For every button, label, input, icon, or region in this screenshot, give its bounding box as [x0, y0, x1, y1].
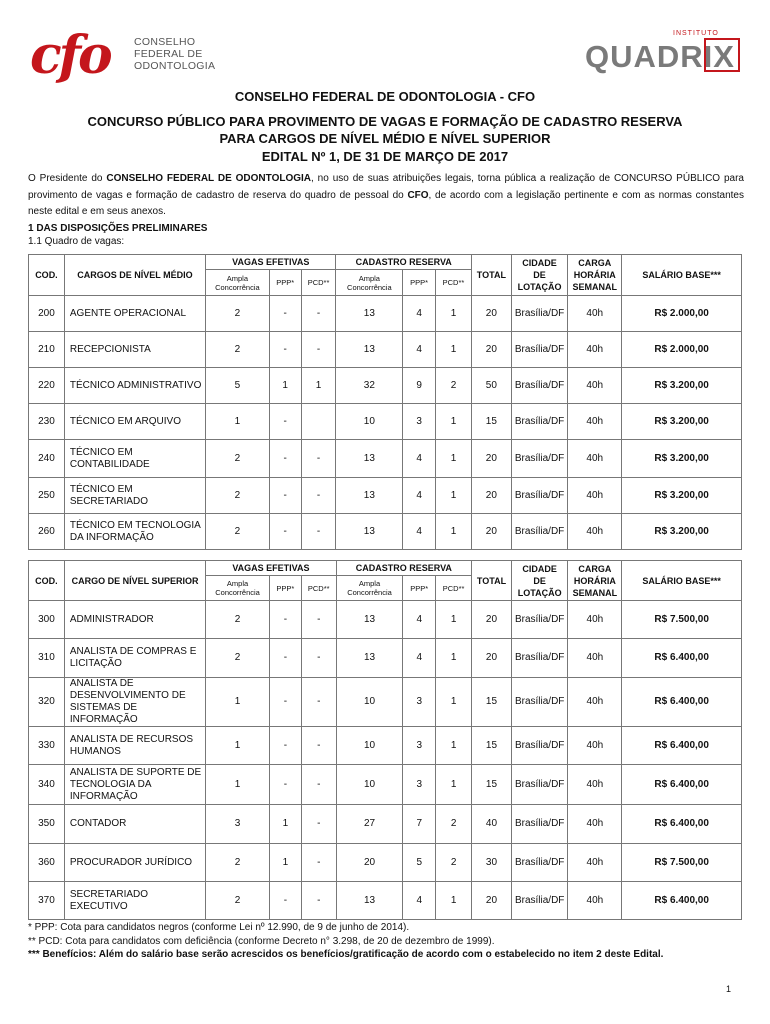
cell-cd: 1 [436, 514, 472, 550]
cell-cd: 2 [436, 844, 472, 882]
cell-va: 1 [206, 727, 270, 765]
cell-ca: 13 [336, 332, 403, 368]
table-nivel-medio [28, 254, 742, 550]
cell-total: 20 [471, 296, 511, 332]
cell-cargo: AGENTE OPERACIONAL [64, 296, 205, 332]
org-title: CONSELHO FEDERAL DE ODONTOLOGIA - CFO [234, 89, 536, 104]
cell-cod: 320 [29, 678, 65, 727]
header-carga: CARGA HORÁRIA SEMANAL [568, 255, 622, 296]
cell-cp: 4 [403, 882, 436, 920]
cell-cargo: TÉCNICO ADMINISTRATIVO [64, 368, 205, 404]
cell-cidade: Brasília/DF [511, 882, 567, 920]
cell-cod: 310 [29, 639, 65, 678]
table-row [29, 601, 742, 639]
cell-cargo: CONTADOR [64, 805, 205, 844]
header-cod: COD. [29, 561, 65, 601]
cell-total: 20 [472, 882, 512, 920]
cell-vd: - [301, 805, 336, 844]
cell-vp: - [269, 404, 301, 440]
header-pcd: PCD** [436, 576, 472, 601]
header-ampla: Ampla Concorrência [336, 576, 403, 601]
cell-carga: 40h [568, 440, 622, 478]
cell-carga: 40h [568, 296, 622, 332]
cell-vd: - [301, 639, 336, 678]
cell-cp: 4 [403, 296, 436, 332]
cell-vp: 1 [269, 805, 301, 844]
cell-cd: 1 [436, 440, 472, 478]
cell-va: 3 [206, 805, 270, 844]
cell-ca: 13 [336, 440, 403, 478]
cell-salario: R$ 2.000,00 [622, 332, 742, 368]
cell-cargo: TÉCNICO EM CONTABILIDADE [64, 440, 205, 478]
cell-cidade: Brasília/DF [511, 368, 567, 404]
cell-ca: 10 [336, 727, 403, 765]
cell-salario: R$ 3.200,00 [622, 478, 742, 514]
table-nivel-superior [28, 560, 742, 920]
cell-cp: 4 [403, 332, 436, 368]
table-row [29, 727, 742, 765]
cell-total: 40 [472, 805, 512, 844]
cell-cargo: RECEPCIONISTA [64, 332, 205, 368]
cell-va: 2 [206, 844, 270, 882]
cell-total: 20 [471, 514, 511, 550]
cell-salario: R$ 6.400,00 [622, 639, 742, 678]
cell-carga: 40h [568, 639, 622, 678]
table-row [29, 332, 742, 368]
table-row [29, 639, 742, 678]
cell-carga: 40h [568, 478, 622, 514]
cell-total: 20 [472, 639, 512, 678]
cell-cp: 7 [403, 805, 436, 844]
cell-vp: - [269, 440, 301, 478]
table-row [29, 514, 742, 550]
header-ampla: Ampla Concorrência [206, 576, 270, 601]
cell-cod: 300 [29, 601, 65, 639]
cell-total: 15 [472, 678, 512, 727]
cell-vd: - [301, 601, 336, 639]
header-vagas: VAGAS EFETIVAS [206, 561, 336, 576]
header-ppp: PPP* [403, 576, 436, 601]
cell-cidade: Brasília/DF [511, 678, 567, 727]
cell-cd: 1 [436, 727, 472, 765]
cell-cargo: TÉCNICO EM SECRETARIADO [64, 478, 205, 514]
cell-total: 50 [471, 368, 511, 404]
cell-cp: 4 [403, 514, 436, 550]
cell-carga: 40h [568, 882, 622, 920]
cell-va: 1 [206, 678, 270, 727]
cell-ca: 10 [336, 404, 403, 440]
cell-cod: 210 [29, 332, 65, 368]
cell-cargo: ANALISTA DE COMPRAS E LICITAÇÃO [64, 639, 205, 678]
cell-ca: 13 [336, 478, 403, 514]
cell-cargo: ANALISTA DE DESENVOLVIMENTO DE SISTEMAS DE INFORMAÇÃO [64, 678, 205, 727]
cell-vd: - [301, 765, 336, 805]
cell-salario: R$ 6.400,00 [622, 882, 742, 920]
cell-cidade: Brasília/DF [511, 727, 567, 765]
header-pcd: PCD** [436, 270, 472, 296]
cell-cidade: Brasília/DF [511, 332, 567, 368]
cell-cargo: ADMINISTRADOR [64, 601, 205, 639]
cell-cd: 2 [436, 805, 472, 844]
cell-cod: 260 [29, 514, 65, 550]
cell-va: 2 [205, 296, 269, 332]
cell-vp: - [269, 332, 301, 368]
cell-cargo: PROCURADOR JURÍDICO [64, 844, 205, 882]
title-line-2: PARA CARGOS DE NÍVEL MÉDIO E NÍVEL SUPERIOR [219, 131, 551, 146]
cell-ca: 27 [336, 805, 403, 844]
header-ppp: PPP* [403, 270, 436, 296]
cell-cp: 4 [403, 639, 436, 678]
cell-cod: 330 [29, 727, 65, 765]
intro-paragraph: O Presidente do CONSELHO FEDERAL DE ODONTOLOGIA, no uso de suas atribuições legais, torna pública a realização de CONCURSO PÚBLICO para provimento de vagas e formação de cadastro de reserva do quadro de pessoal do CFO, de acordo com a legislação pertinente e com as normas constantes neste edital e em seus anexos. [28, 173, 744, 217]
cell-va: 2 [205, 514, 269, 550]
cell-cidade: Brasília/DF [511, 765, 567, 805]
cell-cidade: Brasília/DF [511, 478, 567, 514]
cell-total: 30 [472, 844, 512, 882]
header-total: TOTAL [472, 561, 512, 601]
cell-ca: 13 [336, 296, 403, 332]
cell-cp: 3 [403, 727, 436, 765]
cell-cd: 1 [436, 765, 472, 805]
header-ampla: Ampla Concorrência [205, 270, 269, 296]
cell-vp: - [269, 296, 301, 332]
cell-salario: R$ 3.200,00 [622, 514, 742, 550]
cell-salario: R$ 3.200,00 [622, 440, 742, 478]
table-row [29, 882, 742, 920]
cell-vp: - [269, 678, 301, 727]
cell-cargo: ANALISTA DE RECURSOS HUMANOS [64, 727, 205, 765]
footnote-beneficios: *** Benefícios: Além do salário base serão acrescidos os benefícios/gratificação de acordo com o estabelecido no item 2 deste Edital. [28, 949, 664, 960]
cell-va: 2 [205, 478, 269, 514]
header-row [29, 255, 742, 270]
quadrix-logo-small: INSTITUTO [673, 30, 719, 37]
cell-cp: 4 [403, 601, 436, 639]
footnote-pcd: ** PCD: Cota para candidatos com deficiência (conforme Decreto n° 3.298, de 20 de dezembro de 1999). [28, 936, 495, 947]
header-cidade: CIDADE DE LOTAÇÃO [511, 255, 567, 296]
cell-cp: 3 [403, 678, 436, 727]
cell-cidade: Brasília/DF [511, 296, 567, 332]
table-row [29, 404, 742, 440]
cell-vp: - [269, 601, 301, 639]
cell-carga: 40h [568, 332, 622, 368]
cell-vd: - [301, 296, 336, 332]
header-ampla: Ampla Concorrência [336, 270, 403, 296]
cell-cidade: Brasília/DF [511, 601, 567, 639]
cell-ca: 10 [336, 765, 403, 805]
header-pcd: PCD** [301, 270, 336, 296]
cell-cidade: Brasília/DF [511, 404, 567, 440]
cell-vp: 1 [269, 368, 301, 404]
cell-cd: 1 [436, 601, 472, 639]
cell-cd: 2 [436, 368, 472, 404]
cell-carga: 40h [568, 368, 622, 404]
cell-cp: 4 [403, 440, 436, 478]
medio-rows [29, 296, 742, 550]
cell-vp: - [269, 882, 301, 920]
cell-vp: - [269, 514, 301, 550]
cell-cidade: Brasília/DF [511, 514, 567, 550]
cell-ca: 13 [336, 601, 403, 639]
table-row [29, 678, 742, 727]
cell-total: 20 [471, 440, 511, 478]
cell-cargo: TÉCNICO EM TECNOLOGIA DA INFORMAÇÃO [64, 514, 205, 550]
cell-vd: - [301, 882, 336, 920]
cell-va: 2 [205, 440, 269, 478]
cell-cp: 3 [403, 404, 436, 440]
cell-salario: R$ 6.400,00 [622, 805, 742, 844]
cell-salario: R$ 3.200,00 [622, 368, 742, 404]
cell-vp: - [269, 639, 301, 678]
header-cadastro: CADASTRO RESERVA [336, 255, 471, 270]
cell-va: 2 [206, 601, 270, 639]
cell-carga: 40h [568, 805, 622, 844]
cell-vd [301, 404, 336, 440]
cell-salario: R$ 6.400,00 [622, 678, 742, 727]
cell-carga: 40h [568, 844, 622, 882]
cell-cidade: Brasília/DF [511, 805, 567, 844]
cell-salario: R$ 2.000,00 [622, 296, 742, 332]
cell-carga: 40h [568, 601, 622, 639]
cell-salario: R$ 6.400,00 [622, 765, 742, 805]
cell-cd: 1 [436, 478, 472, 514]
cfo-logo-text: CONSELHO FEDERAL DE ODONTOLOGIA [134, 36, 216, 72]
cell-carga: 40h [568, 727, 622, 765]
header-row [29, 561, 742, 576]
cell-vp: - [269, 727, 301, 765]
header-ppp: PPP* [269, 270, 301, 296]
cell-ca: 13 [336, 639, 403, 678]
header-ppp: PPP* [269, 576, 301, 601]
page-number: 1 [726, 984, 732, 994]
cell-vd: - [301, 440, 336, 478]
cell-salario: R$ 6.400,00 [622, 727, 742, 765]
cell-vd: - [301, 844, 336, 882]
cell-cd: 1 [436, 882, 472, 920]
header-carga: CARGA HORÁRIA SEMANAL [568, 561, 622, 601]
cell-cod: 220 [29, 368, 65, 404]
cell-cod: 250 [29, 478, 65, 514]
cell-total: 20 [471, 332, 511, 368]
header-cod: COD. [29, 255, 65, 296]
footnote-ppp: * PPP: Cota para candidatos negros (conforme Lei nº 12.990, de 9 de junho de 2014). [28, 922, 410, 933]
cell-cp: 4 [403, 478, 436, 514]
cell-cd: 1 [436, 332, 472, 368]
cell-cod: 230 [29, 404, 65, 440]
cell-va: 5 [205, 368, 269, 404]
header-vagas: VAGAS EFETIVAS [205, 255, 336, 270]
cell-vp: - [269, 765, 301, 805]
cfo-logo [30, 25, 230, 86]
cell-cargo: SECRETARIADO EXECUTIVO [64, 882, 205, 920]
cell-cd: 1 [436, 678, 472, 727]
cell-cod: 240 [29, 440, 65, 478]
cell-total: 15 [471, 404, 511, 440]
cell-va: 2 [205, 332, 269, 368]
cell-cidade: Brasília/DF [511, 844, 567, 882]
cell-carga: 40h [568, 404, 622, 440]
cell-total: 15 [472, 765, 512, 805]
cell-ca: 13 [336, 514, 403, 550]
header-cargo: CARGOS DE NÍVEL MÉDIO [64, 255, 205, 296]
table-row [29, 440, 742, 478]
title-line-3: EDITAL Nº 1, DE 31 DE MARÇO DE 2017 [261, 149, 509, 164]
cell-va: 1 [206, 765, 270, 805]
cell-cod: 350 [29, 805, 65, 844]
table-row [29, 368, 742, 404]
header-salario: SALÁRIO BASE*** [622, 561, 742, 601]
cell-cidade: Brasília/DF [511, 440, 567, 478]
header-cidade: CIDADE DE LOTAÇÃO [511, 561, 567, 601]
table-row [29, 844, 742, 882]
cell-cd: 1 [436, 296, 472, 332]
cell-vd: - [301, 678, 336, 727]
table-row [29, 478, 742, 514]
header-salario: SALÁRIO BASE*** [622, 255, 742, 296]
cell-cd: 1 [436, 404, 472, 440]
table-row [29, 296, 742, 332]
cell-ca: 20 [336, 844, 403, 882]
cell-cod: 340 [29, 765, 65, 805]
cell-carga: 40h [568, 678, 622, 727]
header-pcd: PCD** [301, 576, 336, 601]
header-total: TOTAL [471, 255, 511, 296]
header-cargo: CARGO DE NÍVEL SUPERIOR [64, 561, 205, 601]
title-line-1: CONCURSO PÚBLICO PARA PROVIMENTO DE VAGAS E FORMAÇÃO DE CADASTRO RESERVA [87, 114, 683, 129]
cell-cp: 9 [403, 368, 436, 404]
cell-cp: 3 [403, 765, 436, 805]
cell-salario: R$ 3.200,00 [622, 404, 742, 440]
quadrix-logo [585, 30, 745, 78]
cell-salario: R$ 7.500,00 [622, 601, 742, 639]
quadrix-logo-box [704, 38, 740, 72]
cell-ca: 10 [336, 678, 403, 727]
cell-cargo: ANALISTA DE SUPORTE DE TECNOLOGIA DA INFORMAÇÃO [64, 765, 205, 805]
cell-cod: 370 [29, 882, 65, 920]
cell-cd: 1 [436, 639, 472, 678]
cell-va: 2 [206, 882, 270, 920]
cell-va: 2 [206, 639, 270, 678]
cell-ca: 13 [336, 882, 403, 920]
cell-carga: 40h [568, 765, 622, 805]
cell-total: 15 [472, 727, 512, 765]
cell-cidade: Brasília/DF [511, 639, 567, 678]
cell-cod: 360 [29, 844, 65, 882]
cell-cargo: TÉCNICO EM ARQUIVO [64, 404, 205, 440]
cell-carga: 40h [568, 514, 622, 550]
section-heading: 1 DAS DISPOSIÇÕES PRELIMINARES [28, 223, 208, 234]
cell-vd: 1 [301, 368, 336, 404]
cell-vp: 1 [269, 844, 301, 882]
superior-rows [29, 601, 742, 920]
cell-va: 1 [205, 404, 269, 440]
cell-vd: - [301, 478, 336, 514]
section-subheading: 1.1 Quadro de vagas: [28, 236, 125, 247]
cell-cp: 5 [403, 844, 436, 882]
cfo-logo-mark: cfo [30, 25, 110, 86]
cell-ca: 32 [336, 368, 403, 404]
cell-vd: - [301, 332, 336, 368]
cell-total: 20 [472, 601, 512, 639]
cell-cod: 200 [29, 296, 65, 332]
cell-vd: - [301, 727, 336, 765]
header-cadastro: CADASTRO RESERVA [336, 561, 471, 576]
cell-vd: - [301, 514, 336, 550]
table-row [29, 805, 742, 844]
cell-vp: - [269, 478, 301, 514]
table-row [29, 765, 742, 805]
cell-salario: R$ 7.500,00 [622, 844, 742, 882]
cell-total: 20 [471, 478, 511, 514]
quadrix-logo-text: QUADRIX [585, 39, 735, 74]
